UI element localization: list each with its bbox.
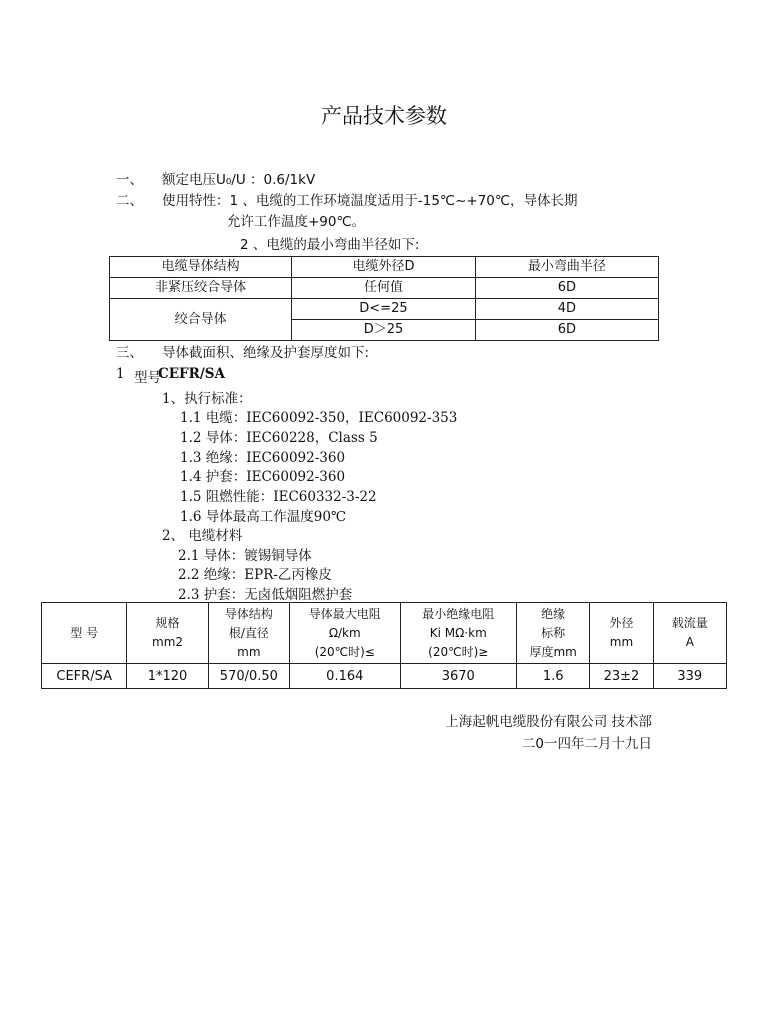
section-number-3: 三、 bbox=[116, 345, 143, 361]
bend-radius-intro: 2 、电缆的最小弯曲半径如下: bbox=[240, 237, 420, 253]
header-line: Ki MΩ·km bbox=[429, 625, 487, 640]
table-cell: 6D bbox=[475, 278, 658, 299]
model-name: CEFR/SA bbox=[158, 366, 225, 382]
table-cell: 绞合导体 bbox=[110, 299, 292, 341]
table-header-cell: 电缆导体结构 bbox=[110, 257, 292, 278]
page-title: 产品技术参数 bbox=[321, 104, 447, 128]
table-cell: 23±2 bbox=[590, 664, 653, 689]
standard-item: 1.2 导体：IEC60228，Class 5 bbox=[180, 430, 378, 446]
table-header-cell bbox=[517, 603, 590, 664]
header-line: 最小绝缘电阻 bbox=[422, 606, 495, 621]
header-line: 规格 bbox=[155, 616, 180, 630]
table-header-cell bbox=[127, 603, 208, 664]
table-cell: 非紧压绞合导体 bbox=[110, 278, 292, 299]
table-header-cell bbox=[590, 603, 653, 664]
table-header-cell bbox=[400, 603, 517, 664]
rated-voltage-text: 额定电压U₀/U ：0.6/1kV bbox=[162, 172, 316, 188]
footer-company: 上海起帆电缆股份有限公司 技术部 bbox=[445, 714, 652, 730]
table-header-cell: 最小弯曲半径 bbox=[475, 257, 658, 278]
table-cell: 1.6 bbox=[517, 664, 590, 689]
header-line: mm2 bbox=[152, 635, 184, 649]
header-line: 导体最大电阻 bbox=[308, 606, 381, 621]
standard-item: 1.1 电缆：IEC60092-350，IEC60092-353 bbox=[180, 410, 458, 426]
bend-radius-table bbox=[109, 256, 659, 341]
table-cell: D<=25 bbox=[292, 299, 475, 320]
table-cell: 1*120 bbox=[127, 664, 208, 689]
table-cell: CEFR/SA bbox=[42, 664, 127, 689]
table-row bbox=[110, 299, 659, 320]
standards-heading: 1、执行标准： bbox=[162, 391, 252, 407]
table-cell: 4D bbox=[475, 299, 658, 320]
item-number: 1 bbox=[116, 366, 125, 382]
header-line: 载流量 bbox=[671, 616, 708, 630]
standard-item: 1.3 绝缘：IEC60092-360 bbox=[180, 450, 346, 466]
header-line: mm bbox=[609, 635, 634, 649]
usage-characteristics-line1: 使用特性：1 、电缆的工作环境温度适用于-15℃~+70℃，导体长期 bbox=[162, 193, 578, 209]
model-prefix: 型号 bbox=[134, 370, 161, 386]
materials-heading: 2、 电缆材料 bbox=[162, 528, 243, 544]
table-cell: D＞25 bbox=[292, 320, 475, 341]
usage-characteristics-line2: 允许工作温度+90℃。 bbox=[227, 214, 366, 230]
section-number-1: 一、 bbox=[116, 172, 143, 188]
table-cell: 6D bbox=[475, 320, 658, 341]
material-item: 2.2 绝缘：EPR-乙丙橡皮 bbox=[178, 567, 332, 583]
table-row bbox=[42, 603, 727, 664]
dimensions-intro: 导体截面积、绝缘及护套厚度如下: bbox=[162, 345, 370, 361]
table-header-cell bbox=[653, 603, 726, 664]
header-line: Ω/km bbox=[328, 625, 361, 640]
table-cell: 570/0.50 bbox=[208, 664, 289, 689]
material-item: 2.1 导体：镀锡铜导体 bbox=[178, 548, 312, 564]
standard-item: 1.6 导体最高工作温度90℃ bbox=[180, 509, 347, 525]
table-header-cell bbox=[42, 603, 127, 664]
table-header-cell bbox=[290, 603, 400, 664]
header-line: 外径 bbox=[609, 616, 634, 630]
footer-date: 二0一四年二月十九日 bbox=[521, 736, 652, 752]
header-line: A bbox=[685, 635, 694, 649]
header-line: mm bbox=[237, 644, 261, 659]
header-line: 绝缘 bbox=[541, 606, 566, 621]
table-header-cell bbox=[208, 603, 289, 664]
spec-table bbox=[41, 602, 727, 689]
table-header-cell: 电缆外径D bbox=[292, 257, 475, 278]
table-row bbox=[110, 278, 659, 299]
header-line: (20℃时)≥ bbox=[428, 644, 489, 659]
table-row bbox=[110, 257, 659, 278]
header-line: (20℃时)≤ bbox=[314, 644, 375, 659]
header-line: 标称 bbox=[541, 625, 566, 640]
header-line: 导体结构 bbox=[224, 606, 273, 621]
table-cell: 339 bbox=[653, 664, 726, 689]
header-line: 厚度mm bbox=[529, 644, 577, 659]
table-cell: 3670 bbox=[400, 664, 517, 689]
standard-item: 1.4 护套：IEC60092-360 bbox=[180, 469, 346, 485]
header-line: 型 号 bbox=[70, 625, 99, 640]
material-item: 2.3 护套：无卤低烟阻燃护套 bbox=[178, 587, 353, 603]
table-cell: 0.164 bbox=[290, 664, 400, 689]
standard-item: 1.5 阻燃性能：IEC60332-3-22 bbox=[180, 489, 377, 505]
table-cell: 任何值 bbox=[292, 278, 475, 299]
table-row bbox=[42, 664, 727, 689]
header-line: 根/直径 bbox=[228, 625, 269, 640]
section-number-2: 二、 bbox=[116, 193, 143, 209]
